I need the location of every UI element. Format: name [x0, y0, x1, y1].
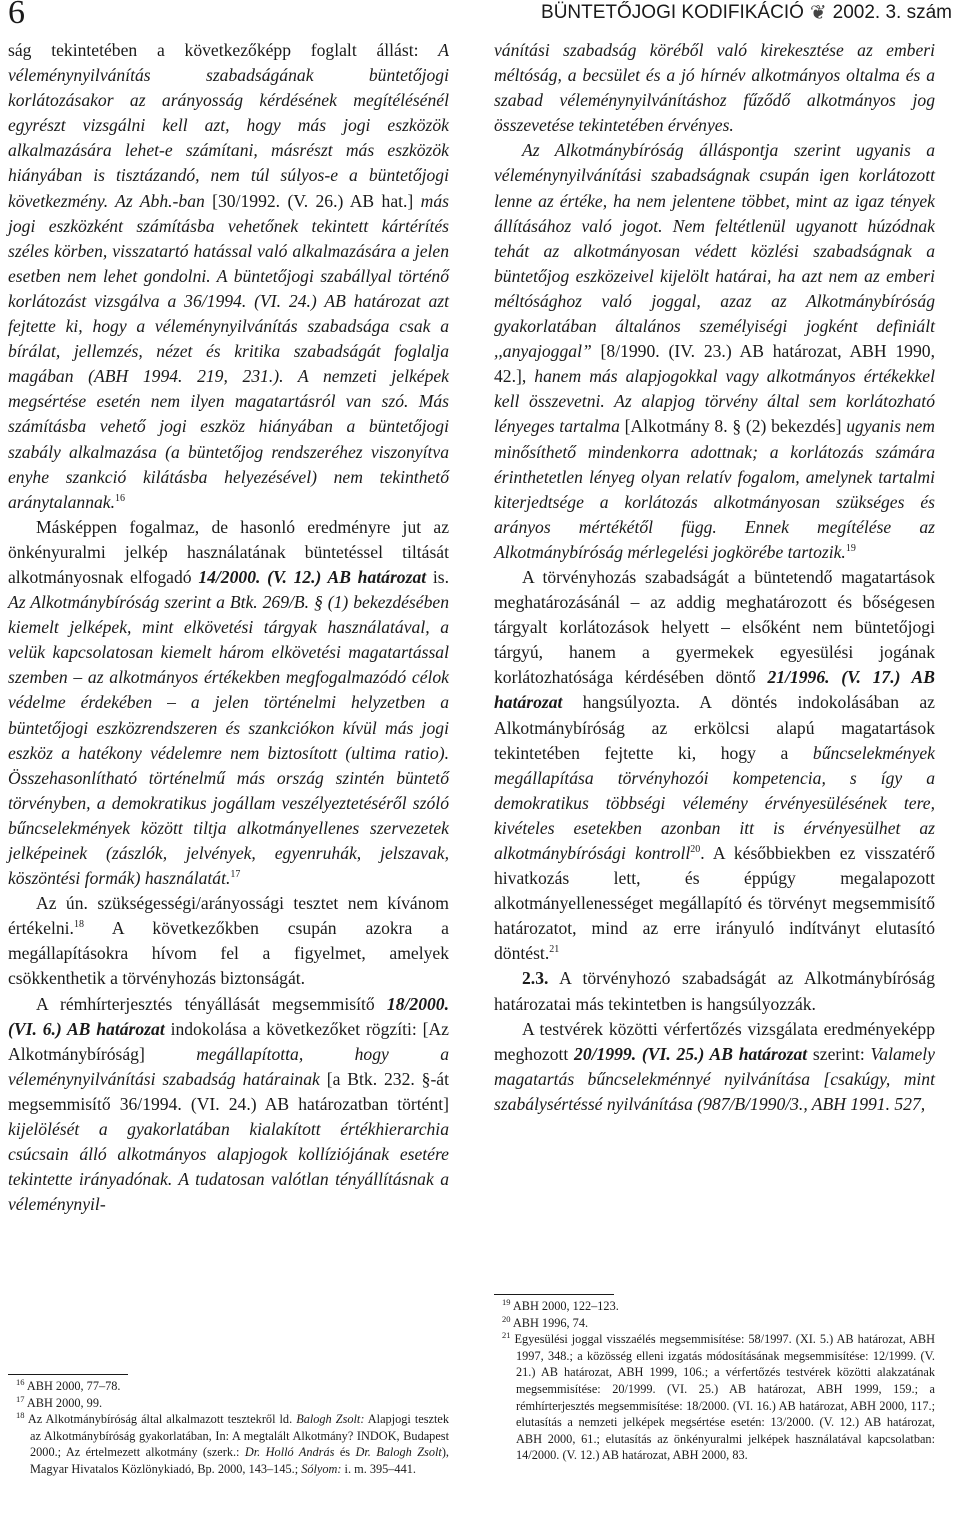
text-run: Egyesülési joggal visszaélés megsemmisítése: 58/1997. (XI. 5.) AB határozat, ABH 1997, 348.; a közösség elleni izgatás módosításának megsemmisítése: 12/1999. (V. 21.) AB határozat, ABH 1999, 106.; a vérfertőzés testvérek közötti alakzatának megsemmisítése: 20/1999. (VI. 25.) AB határozat, ABH 1999, 159.; a rémhírterjesztés megsemmisítése: 18/2000. (VI. 16.) AB határozat, ABH 2000, 117.; elutasítás a nemzeti jelképek megsértése esetén: 13/2000. (V. 12.) AB határozat, ABH 2000, 61.; elutasítás az önkényuralmi jelképek használatával kapcsolatban: 14/2000. (V. 12.) AB határozat, ABH 2000, 83. [510, 1332, 935, 1463]
journal-title: BÜNTETŐJOGI KODIFIKÁCIÓ [541, 1, 804, 23]
text-run: és [334, 1445, 356, 1460]
text-run: Alapjogi tesztek az Alkotmánybíróság gyakorlatában, In: A megtalált Alkotmány? INDOK, Budapest 2000.; Az értelmezett alkotmány (szerk.: [30, 1412, 450, 1460]
footnote-marker: 17 [230, 869, 241, 881]
page-header [8, 0, 952, 34]
text-run: 14/2000. (V. 12.) AB határozat [198, 566, 427, 587]
text-run: A törvényhozás szabadságát a büntetendő magatartások meghatározásánál – az addig meghatározott és bőségesen tárgyalt korlátozások helyett – elsőként nem büntetőjogi tárgyú, hanem a gyermekek egyesülési jogának korlátozhatósága kérdésében döntő [494, 566, 935, 688]
footnote [494, 1315, 935, 1332]
paragraph [494, 1017, 935, 1117]
text-run: bűncselekmények megállapítása törvényhozói kompetencia, s így a demokratikus többségi vélemény érvényesülésének tere, kivételes esetekben azonban itt is érvényesülhet az alkotmánybírósági kontroll [494, 742, 935, 863]
paragraph [8, 38, 449, 515]
footnote-marker: 21 [502, 1330, 511, 1341]
running-header [541, 0, 952, 25]
footnote-rule [8, 1374, 128, 1375]
text-run: hanem más alapjogokkal vagy alkotmányos értékekkel kell összevetni. Az alapjog törvény által sem korlátozható lényeges tartalma [494, 366, 935, 437]
text-run: A törvényhozó szabadságát az Alkotmánybíróság határozatai más tekintetben is hangsúlyozzák. [494, 968, 935, 1014]
text-run: 18/2000. (VI. 6.) AB határozat [8, 993, 449, 1039]
paragraph [8, 992, 449, 1218]
fleuron-icon: ❦ [809, 2, 827, 24]
text-run: Dr. Balogh Zsolt [355, 1445, 442, 1460]
footnote-marker: 16 [115, 492, 126, 504]
text-run: 2.3. [522, 968, 549, 989]
text-run: Az Alkotmánybíróság által alkalmazott tesztekről ld. [24, 1412, 297, 1427]
right-footnotes [494, 1298, 935, 1464]
text-run: Dr. Holló András [244, 1445, 335, 1460]
text-run: ság tekintetében a következőképp foglalt állást: [8, 40, 439, 60]
text-run: indokolása a következőket rögzíti: [Az Alkotmánybíróság] [8, 1018, 449, 1064]
left-footnotes [8, 1378, 449, 1478]
text-run: ), Magyar Hivatalos Közlönykiadó, Bp. 2000, 143–145.; [30, 1445, 449, 1476]
paragraph [494, 966, 935, 1016]
footnote-marker: 21 [549, 944, 560, 956]
text-run: [30/1992. (V. 26.) AB hat.] [212, 190, 421, 211]
text-run: ABH 2000, 122–123. [510, 1299, 619, 1313]
text-run: kijelölését a gyakorlatában kialakított értékhierarchia csúcsain álló alkotmányos alapjogok kollíziójának esetére tekintette irányadónak. A tudatosan valótlan tényállításnak a véleménynyil- [8, 1119, 449, 1215]
issue-number: 2002. 3. szám [832, 1, 952, 23]
paragraph [494, 138, 935, 565]
footnote-marker: 17 [16, 1393, 25, 1404]
text-run: ABH 2000, 77–78. [24, 1379, 121, 1393]
text-run: vánítási szabadság köréből való kirekesztése az emberi méltóság, a becsület és a jó hírnév alkotmányos oltalma és a szabad véleménynyilvánításhoz fűződő alkotmányos jog összevetése tekintetében érvényes. [494, 40, 935, 136]
footnote [8, 1411, 449, 1477]
text-run: Másképpen fogalmaz, de hasonló eredményre jut az önkényuralmi jelkép használatának büntetéssel tiltását alkotmányosnak elfogadó [8, 516, 449, 587]
right-column [494, 38, 935, 1117]
text-run: [8/1990. (IV. 23.) AB határozat, ABH 1990, 42.], [494, 341, 935, 387]
text-run: A véleménynyilvánítás szabadságának büntetőjogi korlátozásakor az arányosság kérdésének megítélésénél egyrészt vizsgálni kell azt, hogy más jogi eszközök alkalmazására lehet-e számítani, másrészt más eszközök hiányában is tisztázandó, nem túl súlyos-e a büntetőjogi következmény. Az Abh.-ban [8, 40, 449, 211]
text-run: Sólyom: [301, 1461, 342, 1476]
text-run: szerint: [807, 1043, 871, 1064]
paragraph [8, 891, 449, 991]
text-run: Az Alkotmánybíróság álláspontja szerint ugyanis a véleménynyilvánítási szabadságnak csupán igen korlátozott lenne az értéke, ha nem jelentene többet, mint az igaz tények állításához való jogot. Nem feltétlenül ugyanott húzódnak tehát az alkotmányosan védett közlési szabadságnak a büntetőjog eszközeivel kijelölt határai, ha azt nem az emberi méltósághoz való joggal, azaz az Alkotmánybíróság gyakorlatában általános személyiségi jogként definiált ,,anyajoggal” [494, 140, 935, 362]
text-run: i. m. 395–441. [341, 1461, 416, 1476]
text-run: hangsúlyozta. A döntés indokolásában az Alkotmánybíróság az erkölcsi alapú magatartások tekintetében fejtette ki, hogy a [494, 692, 935, 763]
text-run: ABH 1996, 74. [510, 1315, 589, 1330]
footnote-marker: 18 [16, 1410, 25, 1421]
text-run: Az ún. szükségességi/arányossági tesztet nem kívánom értékelni. [8, 893, 449, 939]
paragraph [494, 38, 935, 138]
text-run: A rémhírterjesztés tényállását megsemmisítő [36, 993, 387, 1014]
text-run: A következőkben csupán azokra a megállapításokra hívom fel a figyelmet, amelyek csökkenthetik a törvényhozás biztonságát. [8, 918, 449, 989]
text-run: megállapította, hogy a véleménynyilvánítási szabadság határainak [8, 1043, 449, 1089]
footnote [8, 1378, 449, 1395]
footnote [494, 1298, 935, 1315]
paragraph [8, 515, 449, 891]
text-run: . A későbbiekben ez visszatérő hivatkozás lett, és éppúgy megalapozott alkotmányellenességet megállapító és törvényt megsemmisítő határozatot, mind az erre irányuló indítványt elutasító döntést. [494, 843, 935, 964]
footnote-marker: 20 [690, 844, 701, 856]
text-run: Valamely magatartás bűncselekménnyé nyilvánítása [csakúgy, mint szabálysértéssé nyilvánítása (987/B/1990/3., ABH 1991. 527, [494, 1043, 935, 1114]
text-run: más jogi eszközként számításba vehetőnek tekintett kártérítés széles körben, visszatartó hatással való alkalmazására a jelen esetben nem lehet gondolni. A büntetőjogi szabállyal történő korlátozást vizsgálva a 36/1994. (VI. 24.) AB határozat azt fejtette ki, hogy a véleménynyilvánítás szabadsága csak a bírálat, jellemzés, nézet és kritika szabadságát foglalja magában (ABH 1994. 219, 231.). A nemzeti jelképek megsértése esetén nem ilyen magatartásról van szó. Más számításba vehető jogi eszköz hiányában a büntetőjogi szabály alkalmazása (a büntetőjog rendszeréhez viszonyítva enyhe szankció kilátásba helyezésével) nem tekinthető aránytalannak. [8, 190, 449, 512]
footnote-rule [494, 1294, 614, 1295]
footnote-marker: 20 [502, 1313, 511, 1324]
left-column [8, 38, 449, 1217]
text-run: [a Btk. 232. §-át megsemmisítő 36/1994. (VI. 24.) AB határozatban történt] [8, 1068, 449, 1114]
text-run: A testvérek közötti vérfertőzés vizsgálata eredményeképp meghozott [494, 1018, 935, 1064]
text-run: is. [426, 566, 449, 587]
paragraph [494, 565, 935, 967]
text-run: Balogh Zsolt: [296, 1412, 365, 1427]
text-run: ugyanis nem minősíthető mindenkorra adottnak; a korlátozás számára érinthetetlen lényeg olyan relatív fogalom, amelynek tartalmi kiterjedtsége a korlátozás alkotmányosan szükséges és arányos mértékétől függ. Ennek megítélése az Alkotmánybíróság mérlegelési jogkörébe tartozik. [494, 416, 935, 562]
footnote-marker: 19 [845, 543, 856, 555]
footnote-marker: 18 [73, 919, 84, 931]
footnote [8, 1395, 449, 1412]
page-number: 6 [8, 0, 25, 31]
text-run: 21/1996. (V. 17.) AB határozat [494, 667, 935, 713]
text-run: Az Alkotmánybíróság szerint a Btk. 269/B. § (1) bekezdésében kiemelt jelképek, mint elkövetési tárgyak használatával, a velük kapcsolatosan kiemelt három elkövetési magatartással szemben – az alkotmányos értékekben megfogalmazódó célok védelme érdekében – a jelen történelmi helyzetben a büntetőjogi eszközrendszeren és szankciókon kívül más jogi eszköz a hatékony védelemre nem biztosított (ultima ratio). Összehasonlítható történelmű más ország szintén büntető törvényben, a demokratikus jogállam veszélyeztetéséről szóló bűncselekmények között tiltja alkotmányellenes szervezetek jelképeinek (zászlók, jelvények, egyenruhák, jelszavak, köszöntési formák) használatát. [8, 592, 449, 889]
footnote [494, 1331, 935, 1464]
text-run: 20/1999. (VI. 25.) AB határozat [574, 1043, 808, 1064]
text-run: [Alkotmány 8. § (2) bekezdés] [624, 416, 847, 437]
footnote-marker: 16 [16, 1376, 25, 1387]
footnote-marker: 19 [502, 1296, 511, 1307]
text-run: ABH 2000, 99. [24, 1395, 103, 1410]
